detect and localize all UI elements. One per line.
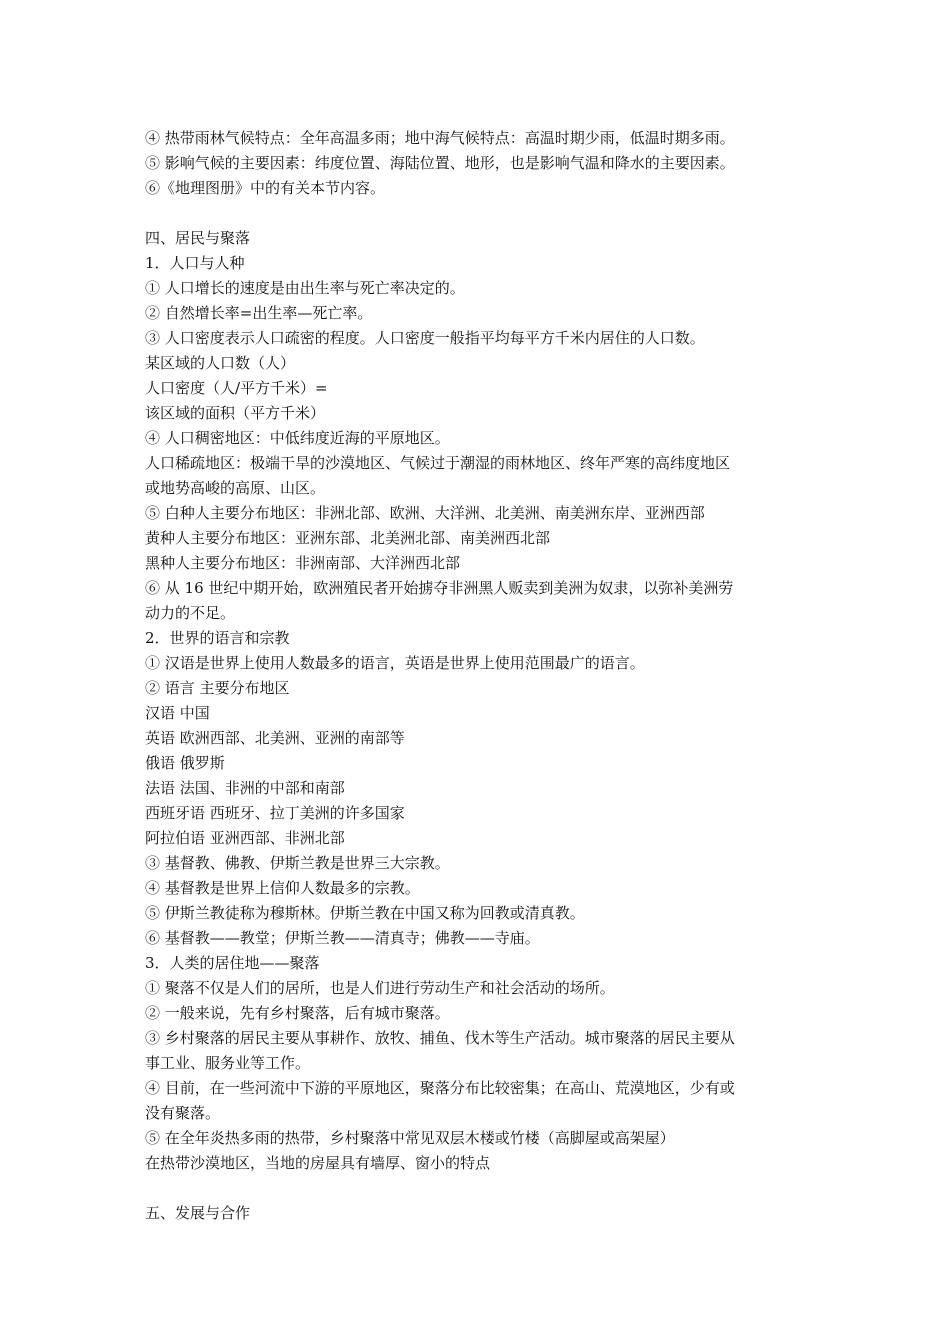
text-line: 四、居民与聚落 xyxy=(145,229,251,247)
text-line: 某区域的人口数（人） xyxy=(145,354,296,372)
text-line: ③ 乡村聚落的居民主要从事耕作、放牧、捕鱼、伐木等生产活动。城市聚落的居民主要从 xyxy=(145,1029,735,1047)
blank-line xyxy=(145,1176,835,1201)
text-line: ⑤ 白种人主要分布地区：非洲北部、欧洲、大洋洲、北美洲、南美洲东岸、亚洲西部 xyxy=(145,504,705,522)
text-line: ② 一般来说，先有乡村聚落，后有城市聚落。 xyxy=(145,1004,450,1022)
text-line: 没有聚落。 xyxy=(145,1104,221,1122)
text-line: 或地势高峻的高原、山区。 xyxy=(145,479,326,497)
text-line: ③ 基督教、佛教、伊斯兰教是世界三大宗教。 xyxy=(145,854,450,872)
text-line: ⑥《地理图册》中的有关本节内容。 xyxy=(145,179,386,197)
text-line: 西班牙语 西班牙、拉丁美洲的许多国家 xyxy=(145,804,405,822)
text-line: ⑤ 在全年炎热多雨的热带，乡村聚落中常见双层木楼或竹楼（高脚屋或高架屋） xyxy=(145,1129,675,1147)
text-line: 在热带沙漠地区，当地的房屋具有墙厚、窗小的特点 xyxy=(145,1154,491,1172)
text-line: 人口稀疏地区：极端干旱的沙漠地区、气候过于潮湿的雨林地区、终年严寒的高纬度地区 xyxy=(145,454,731,472)
text-line: ① 人口增长的速度是由出生率与死亡率决定的。 xyxy=(145,279,465,297)
text-line: 事工业、服务业等工作。 xyxy=(145,1054,311,1072)
text-line: 动力的不足。 xyxy=(145,604,236,622)
document-body xyxy=(145,126,835,1226)
text-line: 俄语 俄罗斯 xyxy=(145,754,225,772)
text-line: ① 汉语是世界上使用人数最多的语言，英语是世界上使用范围最广的语言。 xyxy=(145,654,645,672)
text-line: 英语 欧洲西部、北美洲、亚洲的南部等 xyxy=(145,729,405,747)
text-line: 1．人口与人种 xyxy=(145,254,245,272)
text-line: 人口密度（人/平方千米）= xyxy=(145,379,328,397)
text-line: 五、发展与合作 xyxy=(145,1204,251,1222)
text-line: 3．人类的居住地——聚落 xyxy=(145,954,320,972)
text-line: 法语 法国、非洲的中部和南部 xyxy=(145,779,345,797)
text-line: ④ 基督教是世界上信仰人数最多的宗教。 xyxy=(145,879,420,897)
text-line: ④ 热带雨林气候特点：全年高温多雨；地中海气候特点：高温时期少雨，低温时期多雨。 xyxy=(145,129,735,147)
blank-line xyxy=(145,201,835,226)
text-line: 该区域的面积（平方千米） xyxy=(145,404,326,422)
text-line: ⑤ 伊斯兰教徒称为穆斯林。伊斯兰教在中国又称为回教或清真教。 xyxy=(145,904,585,922)
text-line: 黄种人主要分布地区：亚洲东部、北美洲北部、南美洲西北部 xyxy=(145,529,551,547)
text-line: 2．世界的语言和宗教 xyxy=(145,629,290,647)
text-line: ⑥ 从 16 世纪中期开始，欧洲殖民者开始掳夺非洲黑人贩卖到美洲为奴隶，以弥补美洲劳 xyxy=(145,579,734,597)
text-line: ② 语言 主要分布地区 xyxy=(145,679,290,697)
text-line: ③ 人口密度表示人口疏密的程度。人口密度一般指平均每平方千米内居住的人口数。 xyxy=(145,329,705,347)
text-line: 汉语 中国 xyxy=(145,704,210,722)
text-line: ⑤ 影响气候的主要因素：纬度位置、海陆位置、地形，也是影响气温和降水的主要因素。 xyxy=(145,154,735,172)
text-line: 黑种人主要分布地区：非洲南部、大洋洲西北部 xyxy=(145,554,461,572)
text-line: ② 自然增长率=出生率—死亡率。 xyxy=(145,304,373,322)
text-line: ④ 目前，在一些河流中下游的平原地区，聚落分布比较密集；在高山、荒漠地区，少有或 xyxy=(145,1079,735,1097)
text-line: 阿拉伯语 亚洲西部、非洲北部 xyxy=(145,829,345,847)
text-line: ④ 人口稠密地区：中低纬度近海的平原地区。 xyxy=(145,429,450,447)
text-line: ⑥ 基督教——教堂；伊斯兰教——清真寺；佛教——寺庙。 xyxy=(145,929,540,947)
text-line: ① 聚落不仅是人们的居所，也是人们进行劳动生产和社会活动的场所。 xyxy=(145,979,615,997)
